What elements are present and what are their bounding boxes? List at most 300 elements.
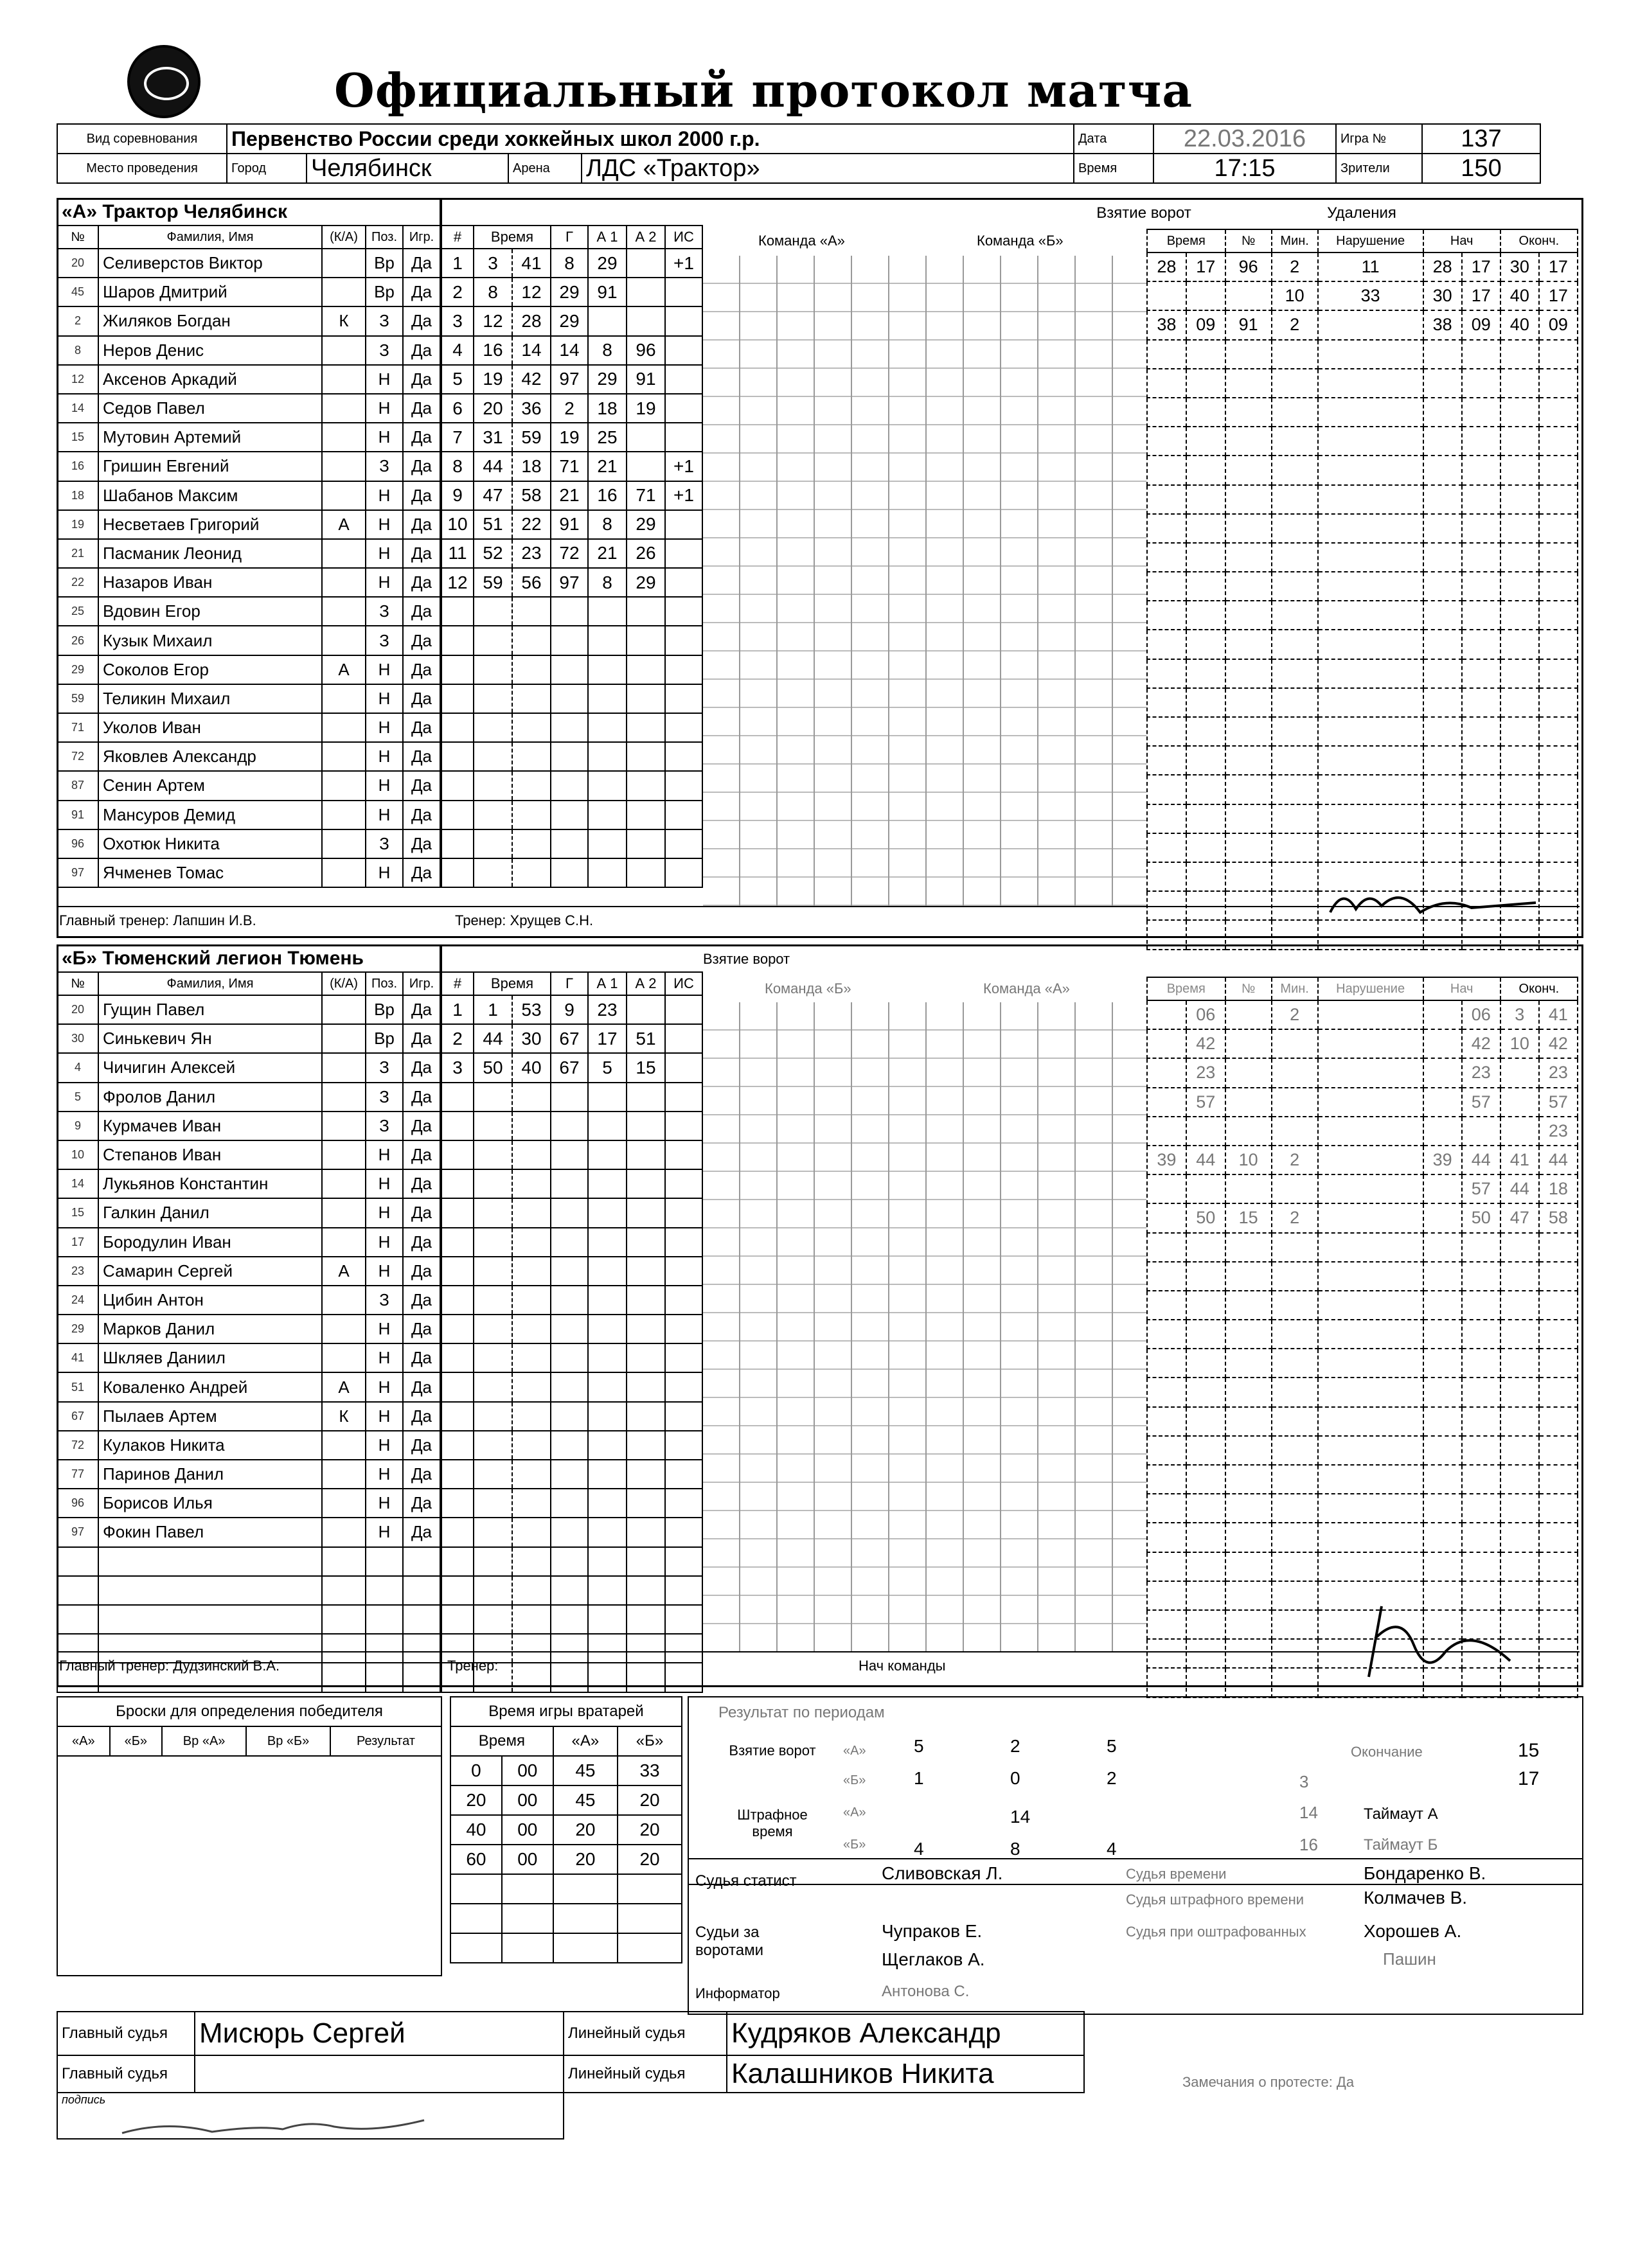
player-number: 2: [57, 306, 98, 335]
player-played: [403, 1663, 440, 1692]
pen-end-min: [1500, 340, 1539, 369]
pen-col-start: Нач: [1423, 229, 1500, 252]
team-b-col-label: Команда «Б»: [977, 233, 1064, 249]
pen-second: [1186, 398, 1225, 427]
goal-row: [441, 1372, 702, 1401]
pen-minutes: [1272, 1320, 1318, 1349]
pen-offence: [1318, 601, 1423, 630]
penalty-row: [1147, 281, 1578, 310]
pen-minutes: [1272, 1378, 1318, 1406]
goal-scorer: [551, 684, 588, 713]
player-name: Жиляков Богдан: [98, 306, 322, 335]
goal-assist-2: [627, 742, 665, 771]
secretary-value-2: Пашин: [1383, 1949, 1436, 1969]
player-position: Н: [366, 1228, 403, 1257]
player-ka: [322, 568, 366, 597]
pen-minutes: [1272, 1407, 1318, 1436]
goal-situation: [665, 1112, 702, 1140]
pen-offence: [1318, 514, 1423, 543]
informer-value: Антонова С.: [882, 1983, 970, 2000]
goal-assist-1: [588, 1228, 627, 1257]
gt-second: 00: [502, 1845, 553, 1874]
penalty-row: [1147, 1349, 1578, 1378]
goal-row: [441, 423, 702, 452]
timeout-a-label: Таймаут А: [1364, 1805, 1438, 1823]
goal-minute: 50: [474, 1053, 512, 1082]
goal-assist-2: [627, 597, 665, 626]
gt-goalie-a: 45: [553, 1756, 618, 1785]
goal-scorer: [551, 1112, 588, 1140]
referee-signature-label: подпись: [57, 2093, 564, 2139]
goal-situation: +1: [665, 481, 702, 510]
pen-start-sec: [1462, 543, 1500, 572]
goal-second: [512, 1315, 551, 1343]
pen-second: [1186, 1436, 1225, 1465]
player-number: 18: [57, 481, 98, 510]
player-position: Н: [366, 1518, 403, 1546]
goalie-time-table: [450, 1696, 682, 1963]
player-row: [57, 568, 440, 597]
pen-player: [1225, 369, 1272, 398]
pen-minutes: [1272, 427, 1318, 456]
pen-start-sec: [1462, 659, 1500, 688]
pen-end-min: [1500, 1465, 1539, 1494]
pen-start-min: [1423, 746, 1462, 775]
goal-number: [441, 684, 474, 713]
player-name: Чичигин Алексей: [98, 1053, 322, 1082]
pen-second: [1186, 1639, 1225, 1668]
team-b-goals: [441, 944, 703, 1693]
goal-second: [512, 713, 551, 742]
pen-start-min: [1423, 543, 1462, 572]
goal-second: [512, 1663, 551, 1692]
player-ka: [322, 1460, 366, 1489]
pen-second: [1186, 1117, 1225, 1146]
goal-situation: [665, 626, 702, 655]
player-position: Н: [366, 1315, 403, 1343]
result-goals-b-p2: 0: [1010, 1768, 1020, 1788]
col-goal-time: Время: [474, 226, 551, 249]
document-title: Официальный протокол матча: [334, 63, 1193, 118]
player-row: [57, 1112, 440, 1140]
penalty-row: [1147, 1233, 1578, 1262]
pen-minutes: [1272, 601, 1318, 630]
gt-goalie-a: 20: [553, 1815, 618, 1845]
player-ka: [322, 452, 366, 481]
team-b-goals-grid: [703, 1002, 1146, 1652]
goal-minute: [474, 1372, 512, 1401]
penalty-row: [1147, 369, 1578, 398]
pen-end-sec: [1539, 427, 1578, 456]
pen-start-sec: [1462, 688, 1500, 717]
pen-offence: [1318, 1349, 1423, 1378]
player-number: 30: [57, 1024, 98, 1053]
pen-start-min: [1423, 427, 1462, 456]
player-position: [366, 1576, 403, 1605]
pen-second: [1186, 1610, 1225, 1639]
goal-second: [512, 1402, 551, 1431]
pen-player: 15: [1225, 1203, 1272, 1232]
penalty-row: [1147, 1088, 1578, 1117]
player-name: Назаров Иван: [98, 568, 322, 597]
goal-row: [441, 1083, 702, 1112]
result-goals-b-p1: 1: [914, 1768, 924, 1788]
pen-second: [1186, 717, 1225, 746]
player-number: 21: [57, 539, 98, 568]
player-row: [57, 1169, 440, 1198]
penalty-row: [1147, 1465, 1578, 1494]
goal-judge-2: Щеглаков А.: [882, 1949, 985, 1969]
goal-situation: [665, 1663, 702, 1692]
goal-assist-1: 18: [588, 394, 627, 423]
pen-start-sec: [1462, 804, 1500, 833]
player-row: [57, 365, 440, 394]
goal-second: [512, 597, 551, 626]
goal-assist-2: [627, 1286, 665, 1315]
goal-assist-2: [627, 858, 665, 887]
penalty-row: [1147, 1552, 1578, 1581]
pen-end-min: 40: [1500, 310, 1539, 339]
goal-minute: 3: [474, 249, 512, 278]
gt-goalie-b: 33: [618, 1756, 682, 1785]
player-position: З: [366, 829, 403, 858]
results-row-b-label: «Б»: [843, 1773, 866, 1787]
player-played: Да: [403, 1140, 440, 1169]
penalty-row: [1147, 688, 1578, 717]
time-value: 17:15: [1153, 154, 1336, 183]
goal-second: [512, 742, 551, 771]
pen-start-sec: [1462, 833, 1500, 862]
player-played: Да: [403, 1198, 440, 1227]
player-played: Да: [403, 1431, 440, 1460]
goal-minute: [474, 713, 512, 742]
goal-second: 22: [512, 510, 551, 539]
player-number: 25: [57, 597, 98, 626]
goal-row: [441, 1112, 702, 1140]
col-played: Игр.: [403, 972, 440, 995]
pen-player: [1225, 1233, 1272, 1262]
pen-minute: [1147, 1174, 1186, 1203]
player-ka: К: [322, 1402, 366, 1431]
col-is: ИС: [665, 972, 702, 995]
player-position: Н: [366, 1431, 403, 1460]
goal-second: [512, 626, 551, 655]
player-ka: [322, 801, 366, 829]
pen-minute: [1147, 1610, 1186, 1639]
player-played: Да: [403, 1024, 440, 1053]
goal-assist-1: 21: [588, 539, 627, 568]
player-position: Н: [366, 1198, 403, 1227]
player-position: Н: [366, 1169, 403, 1198]
goal-second: [512, 829, 551, 858]
gt-empty: [618, 1874, 682, 1904]
player-position: [366, 1605, 403, 1634]
pen-offence: [1318, 717, 1423, 746]
pen-start-sec: 09: [1462, 310, 1500, 339]
goal-situation: [665, 1576, 702, 1605]
pen-minute: 38: [1147, 310, 1186, 339]
goal-assist-1: [588, 1489, 627, 1518]
goalie-time-row: [450, 1845, 682, 1874]
col-name: Фамилия, Имя: [98, 972, 322, 995]
goal-minute: [474, 1286, 512, 1315]
pen-offence: [1318, 775, 1423, 804]
pen-minutes: [1272, 1523, 1318, 1552]
goal-scorer: [551, 1547, 588, 1576]
goal-situation: [665, 1053, 702, 1082]
pen-minute: [1147, 1436, 1186, 1465]
goal-number: 12: [441, 568, 474, 597]
penalty-row: [1147, 1494, 1578, 1523]
header-table: [57, 123, 1541, 184]
pen-start-sec: 57: [1462, 1088, 1500, 1117]
pen-offence: [1318, 1262, 1423, 1291]
goal-number: [441, 1198, 474, 1227]
player-ka: [322, 336, 366, 365]
goal-assist-2: [627, 452, 665, 481]
goal-scorer: 97: [551, 568, 588, 597]
goal-assist-1: [588, 858, 627, 887]
goal-number: [441, 1547, 474, 1576]
gt-col-a: «А»: [553, 1726, 618, 1756]
player-ka: [322, 1343, 366, 1372]
pen-minute: [1147, 804, 1186, 833]
player-ka: [322, 713, 366, 742]
pen-end-sec: [1539, 1610, 1578, 1639]
goal-situation: [665, 1547, 702, 1576]
player-played: Да: [403, 597, 440, 626]
player-ka: [322, 858, 366, 887]
col-a2: А 2: [627, 972, 665, 995]
goal-assist-2: [627, 1198, 665, 1227]
goal-scorer: 71: [551, 452, 588, 481]
pen-end-min: [1500, 485, 1539, 514]
penalty-row: [1147, 398, 1578, 427]
results-grid: [901, 1736, 1197, 1877]
goal-minute: [474, 1198, 512, 1227]
pen-col-no: №: [1225, 977, 1272, 1000]
pen-start-min: [1423, 630, 1462, 659]
pen-end-sec: 42: [1539, 1029, 1578, 1058]
player-number: 4: [57, 1053, 98, 1082]
player-number: 72: [57, 742, 98, 771]
goal-row: [441, 1343, 702, 1372]
pen-player: [1225, 1581, 1272, 1610]
goal-minute: 47: [474, 481, 512, 510]
penalty-row: [1147, 514, 1578, 543]
player-position: Н: [366, 684, 403, 713]
goal-row: [441, 713, 702, 742]
player-ka: [322, 394, 366, 423]
pen-end-sec: [1539, 1465, 1578, 1494]
penalty-row: [1147, 1436, 1578, 1465]
player-played: [403, 1634, 440, 1663]
shootout-title: Броски для определения победителя: [57, 1697, 441, 1726]
pen-player: [1225, 630, 1272, 659]
pen-offence: [1318, 1029, 1423, 1058]
shootout-col: Вр «Б»: [246, 1726, 330, 1756]
player-played: Да: [403, 1372, 440, 1401]
pen-player: [1225, 398, 1272, 427]
goal-number: 6: [441, 394, 474, 423]
goal-minute: [474, 1257, 512, 1286]
pen-start-sec: [1462, 1552, 1500, 1581]
goal-assist-2: 51: [627, 1024, 665, 1053]
goal-situation: [665, 1460, 702, 1489]
pen-player: [1225, 514, 1272, 543]
pen-minutes: [1272, 1552, 1318, 1581]
goal-minute: [474, 1576, 512, 1605]
player-played: Да: [403, 1286, 440, 1315]
timeout-b-label: Таймаут Б: [1364, 1836, 1438, 1854]
player-position: Н: [366, 539, 403, 568]
goal-assist-2: 19: [627, 394, 665, 423]
pen-minutes: 10: [1272, 281, 1318, 310]
player-number: 5: [57, 1083, 98, 1112]
player-position: Н: [366, 1257, 403, 1286]
pen-minute: [1147, 1465, 1186, 1494]
goal-situation: [665, 655, 702, 684]
goal-row: [441, 1228, 702, 1257]
pen-start-sec: [1462, 456, 1500, 484]
player-position: З: [366, 1083, 403, 1112]
goal-assist-2: [627, 278, 665, 306]
player-name: Гришин Евгений: [98, 452, 322, 481]
goal-row: [441, 1198, 702, 1227]
pen-second: [1186, 746, 1225, 775]
pen-minute: [1147, 456, 1186, 484]
goals-title-a: Взятие ворот: [1096, 204, 1191, 222]
pen-minutes: 2: [1272, 1000, 1318, 1029]
goal-row: [441, 801, 702, 829]
goal-scorer: [551, 1169, 588, 1198]
goal-number: [441, 801, 474, 829]
shootout-col: Вр «А»: [162, 1726, 246, 1756]
pen-start-min: [1423, 833, 1462, 862]
pen-minutes: [1272, 1610, 1318, 1639]
col-ka: (К/А): [322, 226, 366, 249]
goal-row: [441, 1518, 702, 1546]
player-name: Соколов Егор: [98, 655, 322, 684]
goal-minute: [474, 1402, 512, 1431]
pen-player: [1225, 1058, 1272, 1087]
player-number: 10: [57, 1140, 98, 1169]
pen-col-end: Оконч.: [1500, 229, 1578, 252]
goal-minute: [474, 626, 512, 655]
goal-second: 40: [512, 1053, 551, 1082]
pen-player: [1225, 1494, 1272, 1523]
goal-minute: [474, 742, 512, 771]
player-name: Пылаев Артем: [98, 1402, 322, 1431]
penalty-row: [1147, 1378, 1578, 1406]
pen-offence: [1318, 427, 1423, 456]
penalty-row: [1147, 572, 1578, 601]
goal-scorer: 67: [551, 1053, 588, 1082]
goal-situation: +1: [665, 452, 702, 481]
player-ka: [322, 829, 366, 858]
pen-player: [1225, 485, 1272, 514]
player-row: [57, 1343, 440, 1372]
pen-col-end: Оконч.: [1500, 977, 1578, 1000]
col-num: №: [57, 226, 98, 249]
penalty-row: [1147, 1203, 1578, 1232]
pen-offence: [1318, 1407, 1423, 1436]
competition-label: Вид соревнования: [57, 124, 227, 154]
shootout-col: «А»: [57, 1726, 110, 1756]
pen-minutes: [1272, 833, 1318, 862]
pen-offence: [1318, 1174, 1423, 1203]
penalty-row: [1147, 485, 1578, 514]
goal-situation: [665, 1372, 702, 1401]
pen-end-min: [1500, 1058, 1539, 1087]
pen-start-sec: [1462, 1378, 1500, 1406]
player-row: [57, 713, 440, 742]
pen-col-start: Нач: [1423, 977, 1500, 1000]
player-row: [57, 1372, 440, 1401]
player-number: 72: [57, 1431, 98, 1460]
result-pim-b-p1: 4: [914, 1839, 924, 1859]
player-name: Шаров Дмитрий: [98, 278, 322, 306]
goal-row: [441, 829, 702, 858]
pen-start-min: [1423, 804, 1462, 833]
pen-start-sec: [1462, 398, 1500, 427]
secretary-label: Судья при оштрафованных: [1126, 1924, 1306, 1940]
player-name: Самарин Сергей: [98, 1257, 322, 1286]
pen-second: [1186, 1174, 1225, 1203]
pen-player: [1225, 746, 1272, 775]
player-position: Н: [366, 394, 403, 423]
pen-start-min: [1423, 1407, 1462, 1436]
main-ref-1: Мисюрь Сергей: [195, 2012, 564, 2055]
pen-minute: [1147, 688, 1186, 717]
penalty-row: [1147, 456, 1578, 484]
result-goals-a-p1: 5: [914, 1736, 924, 1756]
player-row: [57, 1431, 440, 1460]
player-played: Да: [403, 481, 440, 510]
gt-empty: [618, 1904, 682, 1933]
player-row: [57, 1605, 440, 1634]
penalty-row: [1147, 1146, 1578, 1174]
goal-situation: [665, 394, 702, 423]
pen-minute: [1147, 833, 1186, 862]
goal-number: [441, 1576, 474, 1605]
pen-offence: [1318, 1203, 1423, 1232]
gt-col-time: Время: [450, 1726, 553, 1756]
goal-scorer: [551, 655, 588, 684]
player-played: Да: [403, 1343, 440, 1372]
player-ka: [322, 278, 366, 306]
pen-start-sec: [1462, 485, 1500, 514]
pen-offence: [1318, 310, 1423, 339]
pen-player: [1225, 572, 1272, 601]
pen-start-sec: [1462, 1291, 1500, 1320]
player-row: [57, 1315, 440, 1343]
goal-assist-2: 26: [627, 539, 665, 568]
results-title: Результат по периодам: [718, 1704, 885, 1721]
goal-row: [441, 655, 702, 684]
league-logo-icon: [127, 45, 200, 118]
player-row: [57, 336, 440, 365]
player-row: [57, 858, 440, 887]
goal-minute: [474, 1605, 512, 1634]
goal-scorer: [551, 1228, 588, 1257]
pen-offence: [1318, 1088, 1423, 1117]
player-ka: [322, 1286, 366, 1315]
pen-offence: [1318, 340, 1423, 369]
pen-minutes: [1272, 1465, 1318, 1494]
pen-end-min: [1500, 746, 1539, 775]
goal-number: [441, 1460, 474, 1489]
